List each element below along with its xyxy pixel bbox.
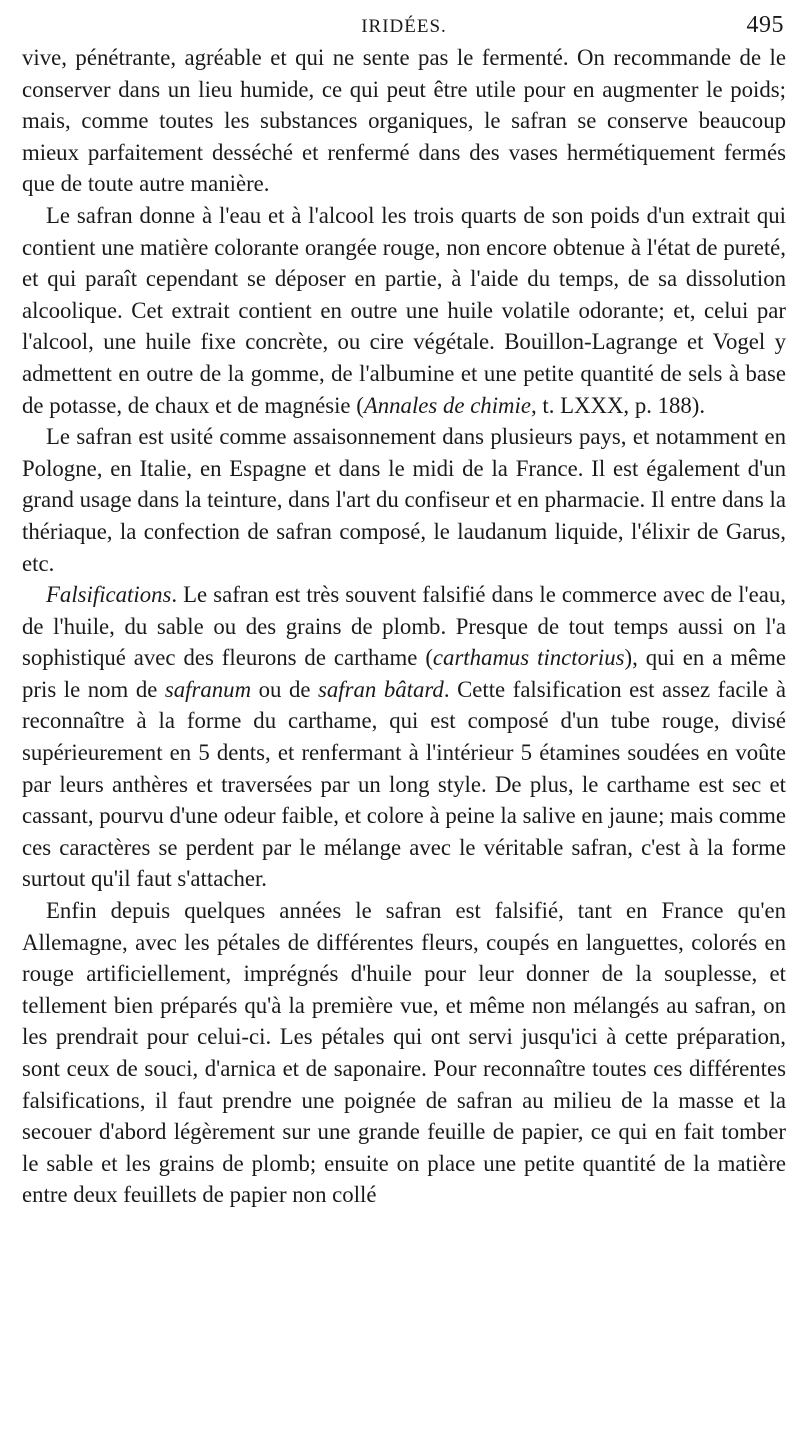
italic-text: carthamus tinctorius [432,645,625,671]
text-run: Le safran est usité comme assaisonnement dans plusieurs pays, et notamment en Pologne, en Italie, en Espagne et dans le midi de la France. Il est également d'un grand usage dans la teinture, dans l'art du confiseur et en pharmacie. Il entre dans la thériaque, la confection de safran composé, le laudanum liquide, l'élixir de Garus, etc. [22,424,786,576]
italic-text: safran bâtard [318,676,444,702]
paragraph [22,579,786,895]
text-run: ou de [251,676,319,702]
italic-text: Annales de chimie [363,392,531,418]
paragraph [22,421,786,579]
text-run: . Le safran est très souvent falsifié dans le commerce avec de l'eau, de l'huile, du sable ou des grains de plomb. Presque de tout temps aussi on l'a sophistiqué avec des fleurons de carthame ( [22,582,786,671]
italic-text: Falsifications [46,582,172,608]
paragraph [22,895,786,1211]
text-run: . Cette falsification est assez facile à reconnaître à la forme du carthame, qui est composé d'un tube rouge, divisé supérieurement en 5 dents, et renfermant à l'intérieur 5 étamines soudées en voûte par leurs anthères et traversées par un long style. De plus, le carthame est sec et cassant, pourvu d'une odeur faible, et colore à peine la salive en jaune; mais comme ces caractères se perdent par le mélange avec le véritable safran, c'est à la forme surtout qu'il faut s'attacher. [22,676,786,892]
body-text [22,42,786,1211]
text-run: Le safran donne à l'eau et à l'alcool les trois quarts de son poids d'un extrait qui contient une matière colorante orangée rouge, non encore obtenue à l'état de pureté, et qui paraît cependant se déposer en partie, à l'aide du temps, de sa dissolution alcoolique. Cet extrait contient en outre une huile volatile odorante; et, celui par l'alcool, une huile fixe concrète, ou cire végétale. Bouillon-Lagrange et Vogel y admettent en outre de la gomme, de l'albumine et une petite quantité de sels à base de potasse, de chaux et de magnésie ( [22,202,786,418]
page-number: 495 [746,12,784,38]
paragraph [22,42,786,200]
italic-text: safranum [164,676,252,702]
text-run: vive, pénétrante, agréable et qui ne sente pas le fermenté. On recommande de le conserver dans un lieu humide, ce qui peut être utile pour en augmenter le poids; mais, comme toutes les substances organiques, le safran se conserve beaucoup mieux parfaitement desséché et renfermé dans des vases hermétiquement fermés que de toute autre manière. [22,45,786,197]
running-header [22,12,786,42]
text-run: ), qui en a même pris le nom de [22,645,786,702]
running-title: IRIDÉES. [361,16,447,37]
paragraph [22,200,786,421]
text-run: , t. LXXX, p. 188). [530,392,706,418]
text-run: Enfin depuis quelques années le safran est falsifié, tant en France qu'en Allemagne, avec les pétales de différentes fleurs, coupés en languettes, colorés en rouge artificiellement, imprégnés d'huile pour leur donner de la souplesse, et tellement bien préparés qu'à la première vue, et même non mélangés au safran, on les prendrait pour celui-ci. Les pétales qui ont servi jusqu'ici à cette préparation, sont ceux de souci, d'arnica et de saponaire. Pour reconnaître toutes ces différentes falsifications, il faut prendre une poignée de safran au milieu de la masse et la secouer d'abord légèrement sur une grande feuille de papier, ce qui en fait tomber le sable et les grains de plomb; ensuite on place une petite quantité de la matière entre deux feuillets de papier non collé [22,898,786,1208]
